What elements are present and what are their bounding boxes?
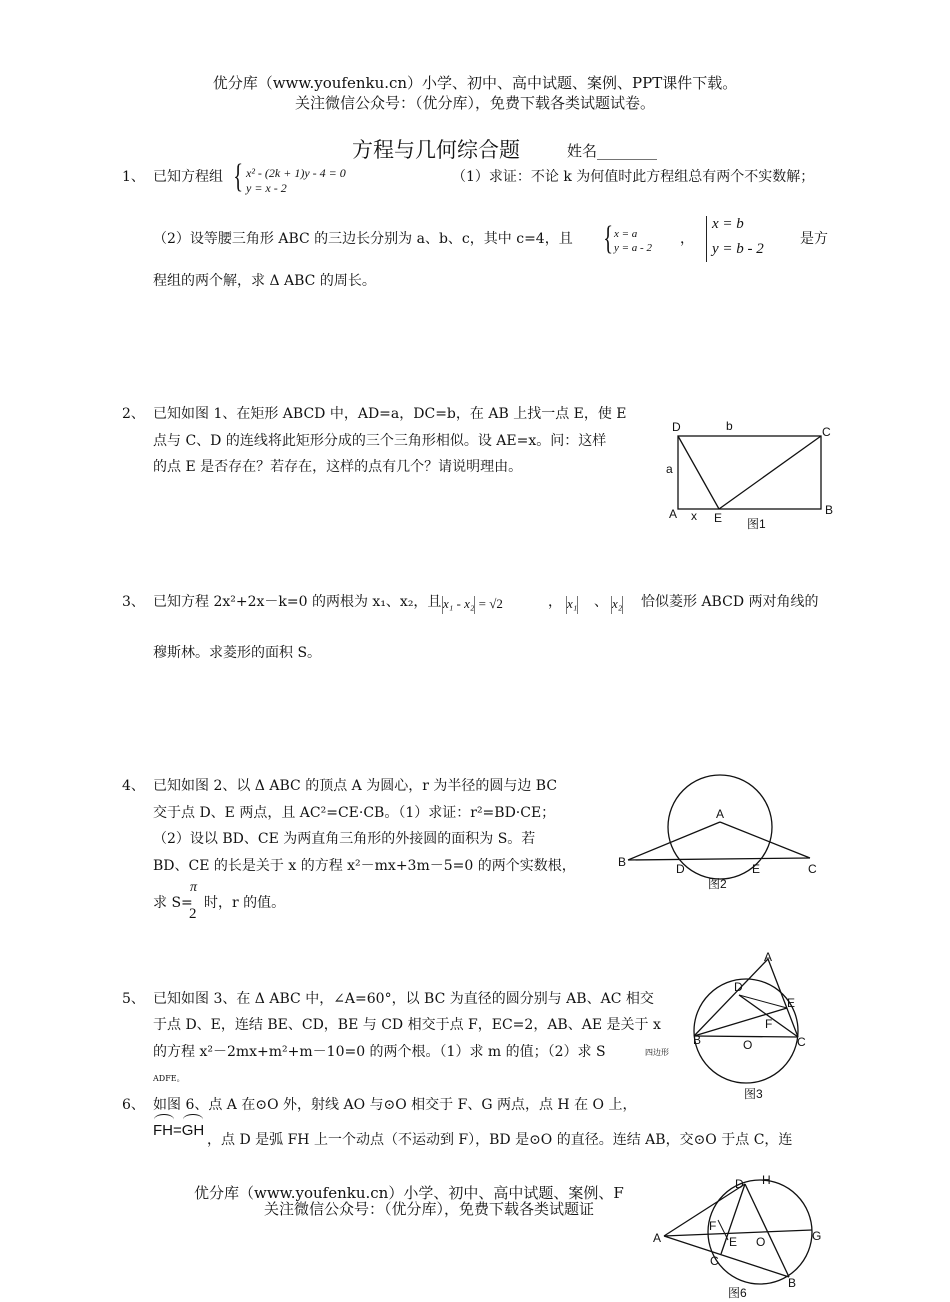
q3-abs-expr: x₁ - x₂	[443, 596, 475, 611]
segment-de	[739, 995, 787, 1008]
fig6-label-O: O	[756, 1235, 766, 1249]
q2-line2: 点与 C、D 的连线将此矩形分成的三个三角形相似。设 AE=x。问：这样	[153, 433, 607, 449]
segment-ab	[628, 822, 720, 860]
q3-line2: 穆斯林。求菱形的面积 S。	[153, 645, 322, 661]
fig3-label-C: C	[797, 1035, 806, 1049]
q3-line1-b: 恰似菱形 ABCD 两对角线的	[641, 594, 819, 610]
q3-abs-x2-group	[611, 596, 623, 614]
q3-dun: 、	[594, 594, 608, 610]
segment-de	[678, 436, 719, 509]
q1-part2-c: 程组的两个解，求 Δ ABC 的周长。	[153, 273, 376, 289]
fig6-label-B: B	[788, 1276, 797, 1290]
q5-line3-sub: 四边形	[645, 1048, 669, 1057]
fig6-label-A: A	[653, 1231, 662, 1245]
segment-bc	[694, 1036, 798, 1037]
q6-arc-equation	[153, 1122, 204, 1139]
q1-part1: （1）求证：不论 k 为何值时此方程组总有两个不实数解；	[452, 169, 815, 185]
q2-line3: 的点 E 是否存在？若存在，这样的点有几个？请说明理由。	[153, 459, 523, 475]
fig2-label-A: A	[716, 807, 725, 821]
q3-abs-x1-group	[566, 596, 578, 614]
q5-line3-a: 的方程 x²－2mx+m²+m－10=0 的两个根。（1）求 m 的值；（2）求 S	[153, 1044, 606, 1060]
fig6-label-G: G	[812, 1229, 822, 1243]
arc-fh-label: FH	[153, 1122, 173, 1139]
fig1-label-b: b	[726, 419, 733, 433]
segment-ec	[719, 436, 821, 509]
fig3-label-A: A	[764, 950, 773, 964]
q1-sol1-brace: {	[603, 220, 614, 257]
figure-6	[648, 1170, 828, 1302]
arc-eq-sign: =	[173, 1122, 182, 1139]
q3-abs-diff	[442, 596, 503, 614]
fig1-label-B: B	[825, 503, 834, 517]
header-line-1: 优分库（www.youfenku.cn）小学、初中、高中试题、案例、PPT课件下载。	[212, 74, 738, 92]
q1-comma: ，	[680, 231, 694, 247]
q4-line5-a: 求 S=	[153, 895, 193, 911]
fig6-label-C: C	[710, 1254, 719, 1268]
fig6-label-D: D	[735, 1177, 744, 1191]
q1-sol1-x: x = a	[614, 228, 638, 240]
fig1-label-A: A	[669, 507, 678, 521]
fig3-label-O: O	[743, 1038, 753, 1052]
fig2-label-E: E	[752, 862, 761, 876]
fig1-label-a: a	[666, 462, 673, 476]
figure-2	[612, 772, 827, 900]
q4-line2: 交于点 D、E 两点，且 AC²=CE·CB。（1）求证：r²=BD·CE；	[153, 805, 556, 821]
arc-gh	[182, 1122, 205, 1139]
fig6-label-H: H	[762, 1173, 771, 1187]
ray-ao	[664, 1230, 812, 1236]
fig3-label-B: B	[693, 1033, 702, 1047]
fig2-caption: 图2	[708, 877, 727, 891]
fig6-label-F: F	[709, 1219, 717, 1233]
fig6-label-E: E	[729, 1235, 738, 1249]
q1-part2-a: （2）设等腰三角形 ABC 的三边长分别为 a、b、c，其中 c=4，且	[153, 231, 573, 247]
q2-line1: 已知如图 1、在矩形 ABCD 中，AD=a，DC=b，在 AB 上找一点 E，使 E	[153, 406, 627, 422]
fig3-label-D: D	[734, 980, 743, 994]
fig2-label-C: C	[808, 862, 817, 876]
fig3-caption: 图3	[744, 1087, 763, 1101]
fig3-label-E: E	[787, 996, 796, 1010]
q3-line1-a: 已知方程 2x²+2x－k=0 的两根为 x₁、x₂，且	[153, 594, 442, 610]
q5-line2: 于点 D、E，连结 BE、CD，BE 与 CD 相交于点 F，EC=2，AB、AE 是关于 x	[153, 1017, 661, 1033]
q1-sol2-x: x = b	[712, 216, 744, 232]
segment-ad	[664, 1184, 745, 1236]
figure-3	[690, 945, 815, 1105]
q1-part2-b: 是方	[800, 231, 828, 247]
q6-number: 6、	[122, 1097, 145, 1113]
q1-intro: 已知方程组	[153, 169, 223, 185]
page-title: 方程与几何综合题	[352, 138, 520, 162]
q5-number: 5、	[122, 991, 145, 1007]
footer-line-1: 优分库（www.youfenku.cn）小学、初中、高中试题、案例、F	[194, 1184, 624, 1202]
q1-sol2-y: y = b - 2	[712, 241, 764, 257]
q1-sol1-y: y = a - 2	[614, 242, 652, 254]
q4-line5-b: 时，r 的值。	[204, 895, 286, 911]
q1-sol2-bracket	[706, 216, 709, 262]
footer-line-2: 关注微信公众号：（优分库），免费下载各类试题证	[264, 1200, 595, 1218]
q1-eq2: y = x - 2	[246, 181, 287, 195]
rect-abcd	[678, 436, 821, 509]
figure-1	[660, 415, 840, 535]
q4-line4: BD、CE 的长是关于 x 的方程 x²－mx+3m－5=0 的两个实数根，	[153, 858, 576, 874]
header-line-2: 关注微信公众号：（优分库），免费下载各类试题试卷。	[294, 94, 655, 112]
q6-line2: ，点 D 是弧 FH 上一个动点（不运动到 F），BD 是⊙O 的直径。连结 AB，交⊙O 于点 C，连	[207, 1132, 793, 1148]
diameter-bd	[745, 1184, 789, 1277]
q5-line4: ADFE。	[153, 1074, 185, 1083]
q1-number: 1、	[122, 169, 145, 185]
q1-eq1: x² - (2k + 1)y - 4 = 0	[246, 166, 346, 180]
q5-line1: 已知如图 3、在 Δ ABC 中，∠A=60°，以 BC 为直径的圆分别与 AB、AC 相交	[153, 991, 654, 1007]
q3-abs-x2: x₂	[612, 596, 623, 611]
segment-ab	[664, 1236, 789, 1277]
fig2-label-D: D	[676, 862, 685, 876]
q3-sep: ，	[548, 594, 562, 610]
q3-abs-rhs: = √2	[478, 596, 503, 611]
q3-number: 3、	[122, 594, 145, 610]
segment-bc	[628, 858, 810, 860]
q4-frac-num: π	[190, 880, 198, 895]
q1-system-brace: {	[233, 158, 244, 195]
segment-fe	[718, 1220, 728, 1240]
q3-abs-x1: x₁	[567, 596, 578, 611]
q4-line1: 已知如图 2、以 Δ ABC 的顶点 A 为圆心，r 为半径的圆与边 BC	[153, 778, 558, 794]
name-field: 姓名________	[567, 142, 658, 160]
q4-frac-den: 2	[189, 906, 197, 922]
fig1-label-C: C	[822, 425, 831, 439]
fig1-label-x: x	[691, 509, 697, 523]
arc-fh	[153, 1122, 173, 1139]
fig1-caption: 图1	[747, 517, 766, 531]
fig6-caption: 图6	[728, 1286, 747, 1300]
fig2-label-B: B	[618, 855, 627, 869]
fig1-label-D: D	[672, 420, 681, 434]
q4-number: 4、	[122, 778, 145, 794]
fig1-label-E: E	[714, 511, 723, 525]
arc-gh-label: GH	[181, 1122, 205, 1139]
q4-line3: （2）设以 BD、CE 为两直角三角形的外接圆的面积为 S。若	[153, 831, 536, 847]
q6-line1: 如图 6、点 A 在⊙O 外，射线 AO 与⊙O 相交于 F、G 两点，点 H 在 O 上，	[153, 1097, 637, 1113]
fig3-label-F: F	[765, 1017, 773, 1031]
q2-number: 2、	[122, 406, 145, 422]
